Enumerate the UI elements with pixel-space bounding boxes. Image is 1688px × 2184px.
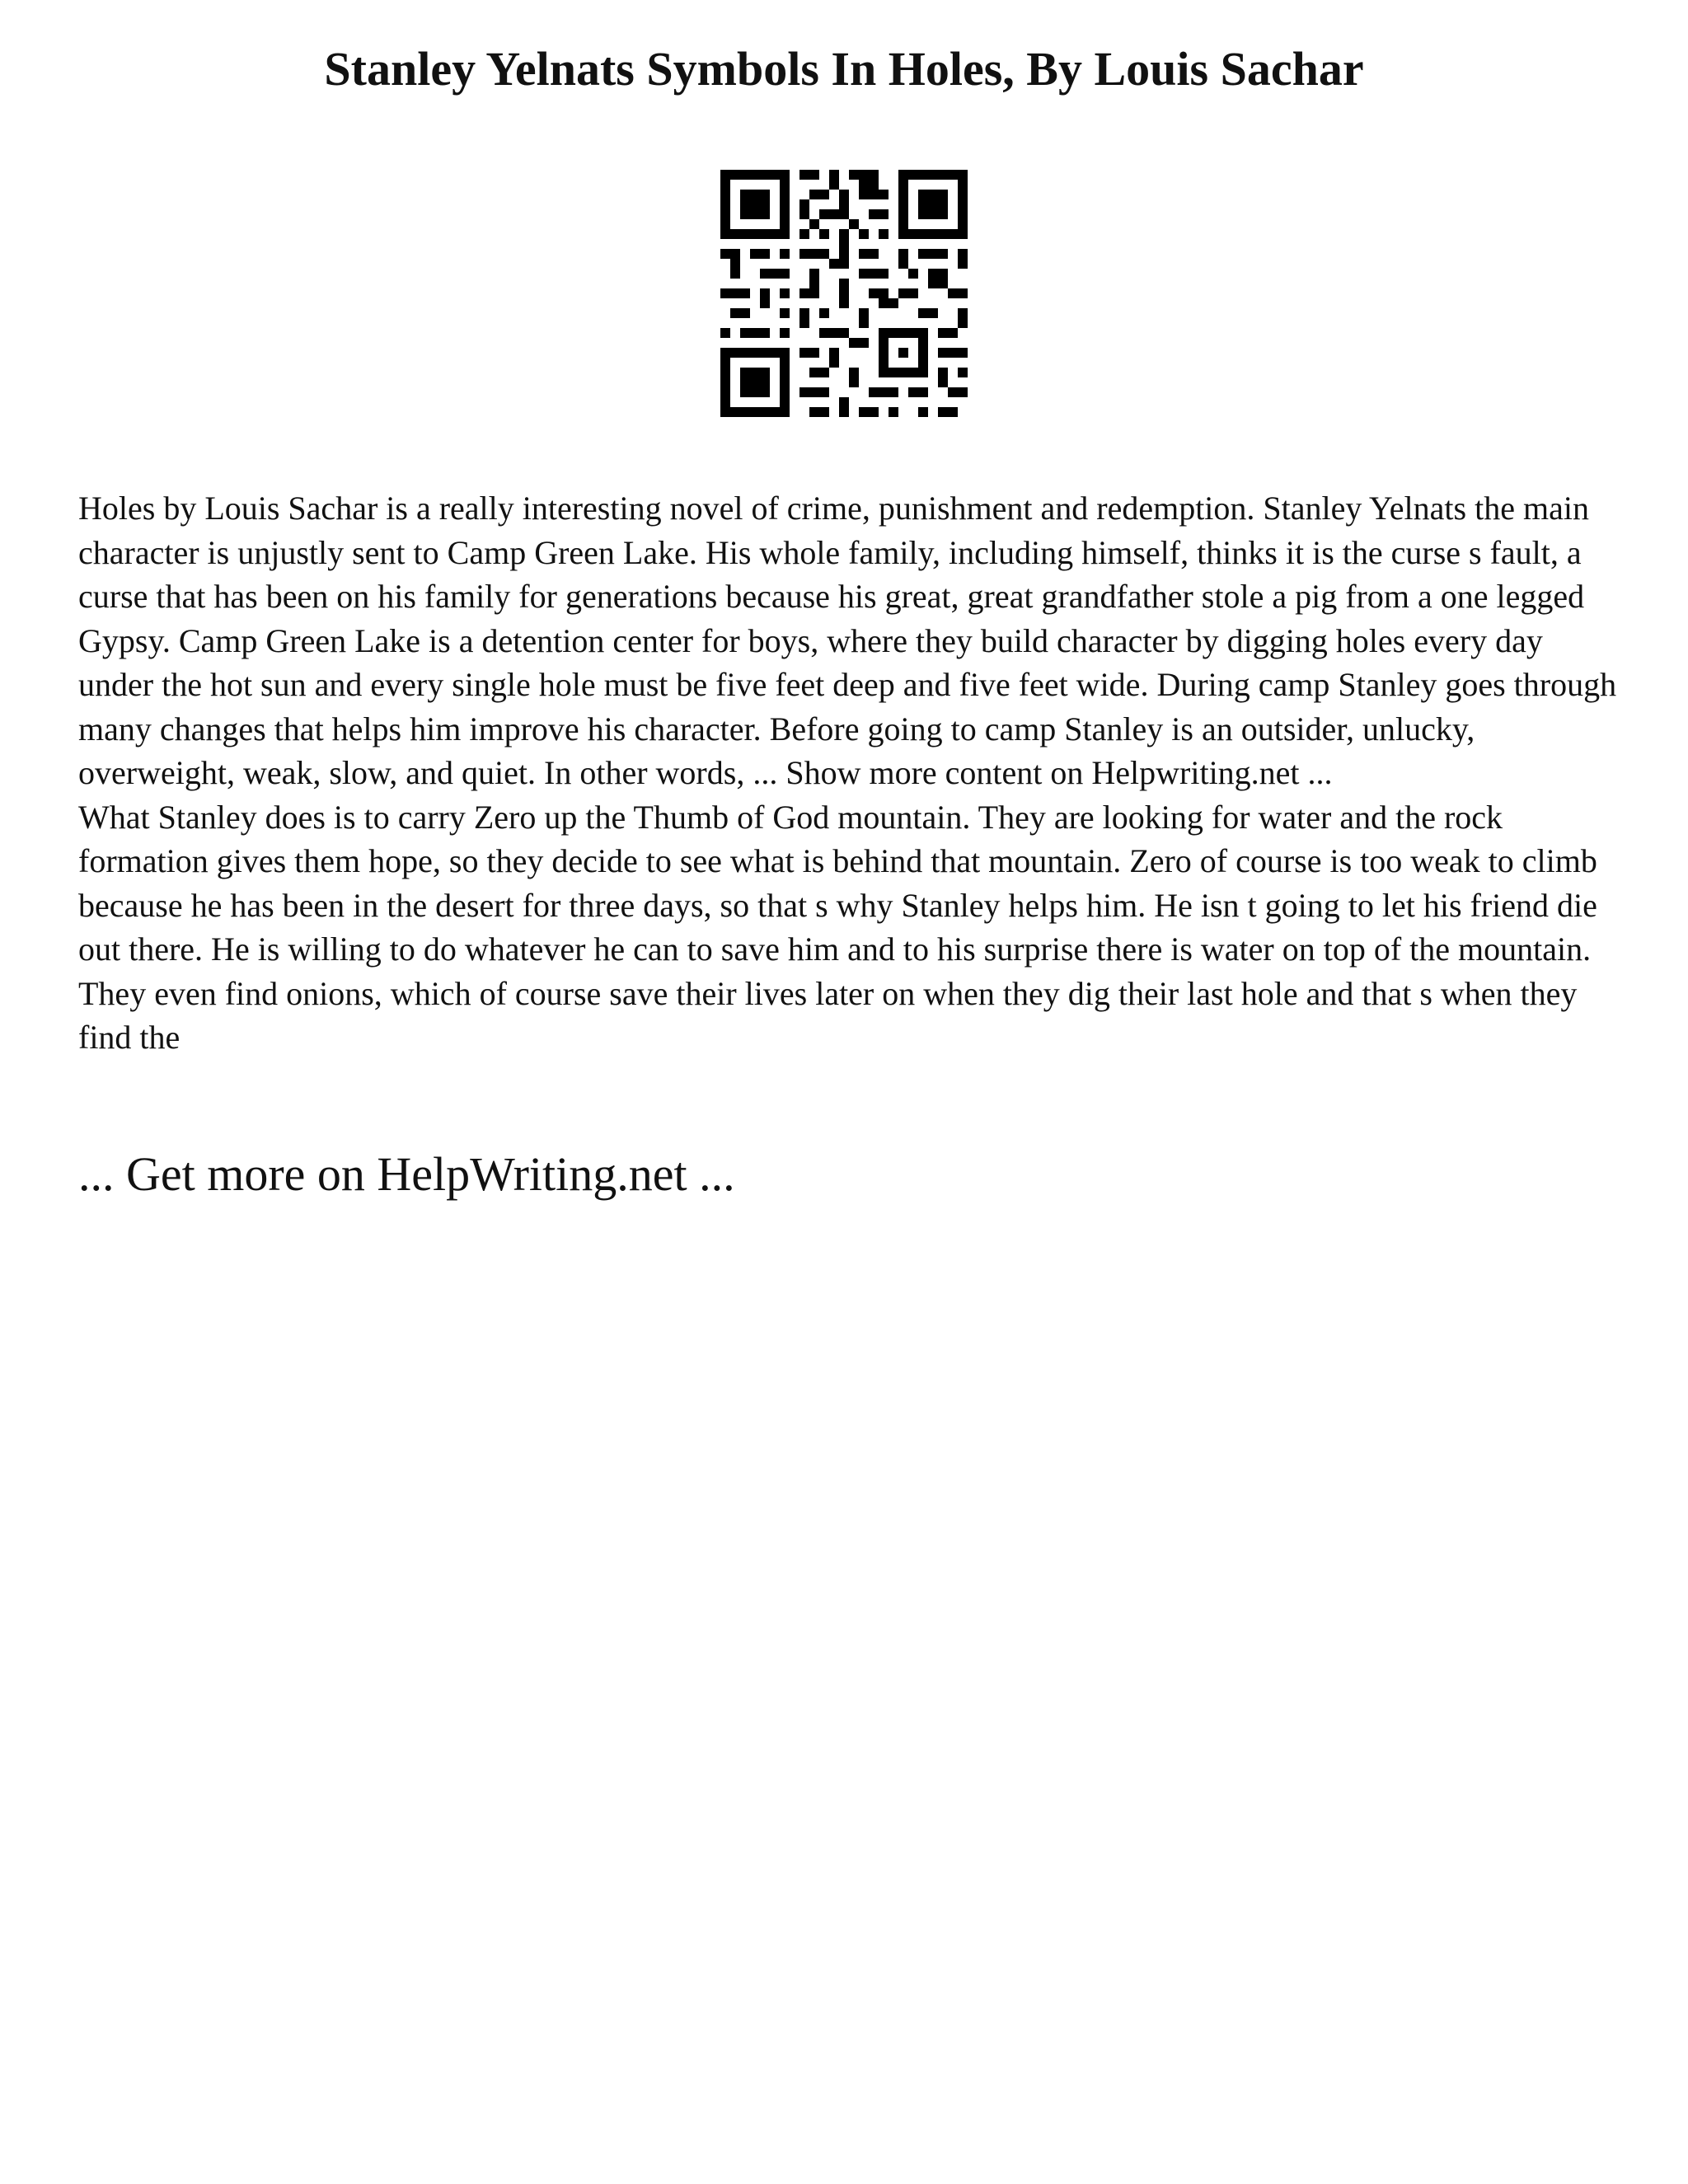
get-more-link[interactable]: ... Get more on HelpWriting.net ... — [78, 1147, 735, 1201]
article-paragraph: What Stanley does is to carry Zero up the Thumb of God mountain. They are looking for water and the rock formation gives them hope, so they decide to see what is behind that mountain. Zero of course is too weak to climb because he has been in the desert for three days, so that s why Stanley helps him. He isn t going to let his friend die out there. He is willing to do whatever he can to save him and to his surprise there is water on top of the mountain. They even find onions, which of course save their lives later on when they dig their last hole and that s when they find the — [78, 798, 1597, 1056]
article-paragraph: Holes by Louis Sachar is a really interesting novel of crime, punishment and redemption. Stanley Yelnats the main character is unjustly sent to Camp Green Lake. His whole family, including himself, thinks it is the curse s fault, a curse that has been on his family for generations because his great, great grandfather stole a pig from a one legged Gypsy. Camp Green Lake is a detention center for boys, where they build character by digging holes every day under the hot sun and every single hole must be five feet deep and five feet wide. During camp Stanley goes through many changes that helps him improve his character. Before going to camp Stanley is an outsider, unlucky, overweight, weak, slow, and quiet. In other words, ... Show more content on Helpwriting.net ... — [78, 490, 1617, 791]
qr-code-icon — [720, 170, 968, 417]
article-body — [78, 486, 1620, 1060]
page-title: Stanley Yelnats Symbols In Holes, By Louis Sachar — [324, 42, 1364, 96]
